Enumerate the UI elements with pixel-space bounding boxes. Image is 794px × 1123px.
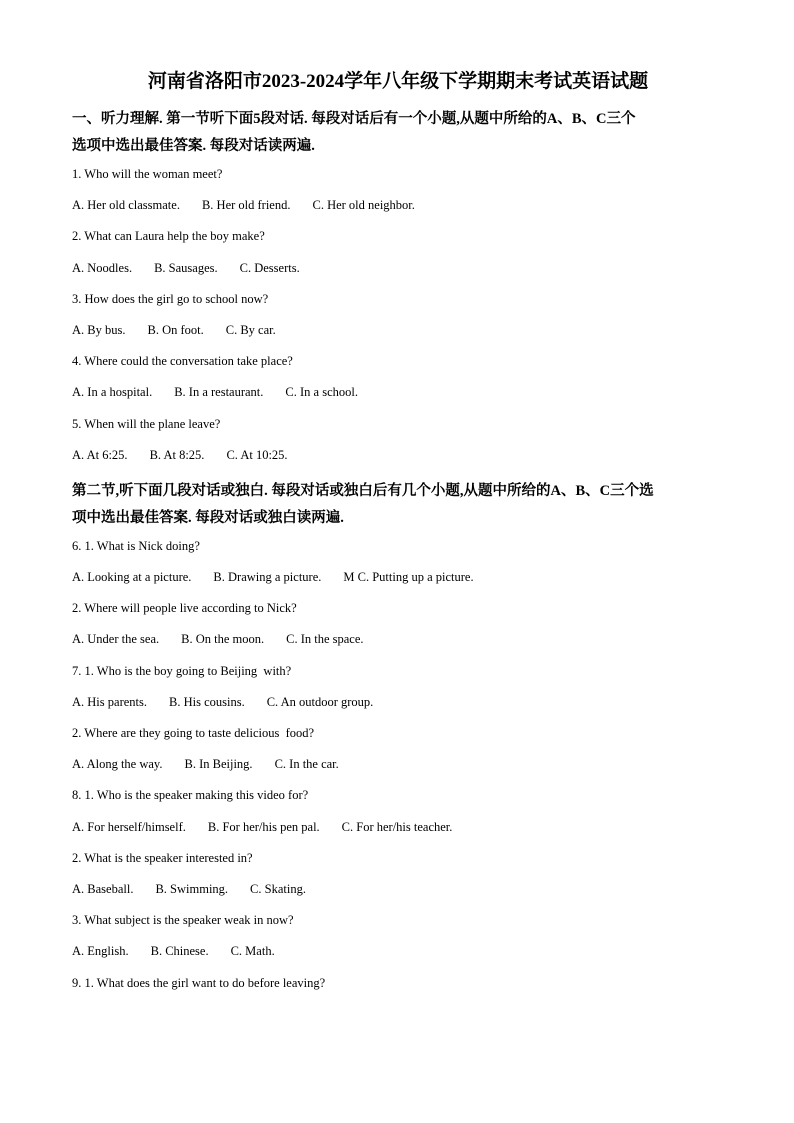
question-8-1: 8. 1. Who is the speaker making this video for? [72, 788, 309, 803]
options-3 [72, 322, 724, 338]
question-3: 3. How does the girl go to school now? [72, 291, 269, 306]
option-b: B. On foot. [147, 322, 204, 337]
option-a: A. Noodles. [72, 260, 133, 275]
exam-title: 河南省洛阳市2023-2024学年八年级下学期期末考试英语试题 [147, 71, 649, 92]
options-7-1 [72, 694, 724, 710]
options-7-2 [72, 756, 724, 772]
option-c: C. In a school. [285, 385, 358, 400]
option-b: B. Her old friend. [201, 198, 291, 213]
options-8-2 [72, 881, 724, 897]
options-8-3 [72, 943, 724, 959]
option-b: B. Sausages. [154, 260, 218, 275]
option-b: B. Drawing a picture. [213, 570, 322, 585]
option-c: C. An outdoor group. [266, 694, 374, 709]
option-c: C. Math. [230, 944, 275, 959]
option-b: B. In a restaurant. [174, 385, 264, 400]
section1-instructions-line2: 选项中选出最佳答案. 每段对话读两遍. [72, 138, 315, 154]
option-a: A. His parents. [72, 694, 147, 709]
section1-instructions-line1: 一、听力理解. 第一节听下面5段对话. 每段对话后有一个小题,从题中所给的A、B、C三个 [72, 111, 636, 127]
option-a: A. By bus. [72, 322, 126, 337]
question-5: 5. When will the plane leave? [72, 416, 221, 431]
option-b: B. Swimming. [155, 881, 229, 896]
option-c: C. By car. [225, 322, 276, 337]
option-c: C. Desserts. [239, 260, 300, 275]
option-a: A. English. [72, 944, 129, 959]
options-2 [72, 260, 724, 276]
option-c: C. For her/his teacher. [341, 819, 453, 834]
question-1: 1. Who will the woman meet? [72, 167, 223, 181]
options-8-1 [72, 819, 724, 835]
option-a: A. Looking at a picture. [72, 570, 192, 585]
options-1 [72, 197, 724, 213]
option-b: B. For her/his pen pal. [207, 819, 320, 834]
option-c: M C. Putting up a picture. [343, 570, 474, 585]
options-4 [72, 384, 724, 400]
question-4: 4. Where could the conversation take place? [72, 354, 293, 369]
options-6-1 [72, 569, 724, 585]
option-a: A. Her old classmate. [72, 198, 180, 213]
option-b: B. In Beijing. [184, 757, 253, 772]
option-b: B. On the moon. [181, 632, 265, 647]
option-c: C. In the car. [274, 757, 339, 772]
option-c: C. Skating. [250, 881, 306, 896]
section2-instructions-line1: 第二节,听下面几段对话或独白. 每段对话或独白后有几个小题,从题中所给的A、B、C三个选 [72, 482, 654, 499]
question-8-3: 3. What subject is the speaker weak in now? [72, 913, 294, 928]
option-c: C. In the space. [286, 632, 364, 647]
option-c: C. Her old neighbor. [312, 198, 415, 213]
option-a: A. At 6:25. [72, 447, 128, 462]
option-b: B. Chinese. [150, 944, 209, 959]
options-5 [72, 447, 724, 463]
question-7-1: 7. 1. Who is the boy going to Beijing with? [72, 663, 292, 678]
question-6-2: 2. Where will people live according to Nick? [72, 601, 297, 616]
question-7-2: 2. Where are they going to taste delicious food? [72, 726, 315, 740]
section2-instructions-line2: 项中选出最佳答案. 每段对话或独白读两遍. [72, 509, 344, 526]
option-a: A. Under the sea. [72, 632, 160, 647]
option-b: B. His cousins. [169, 694, 245, 709]
question-8-2: 2. What is the speaker interested in? [72, 850, 253, 865]
question-9-1: 9. 1. What does the girl want to do before leaving? [72, 975, 326, 990]
exam-page [72, 70, 724, 1006]
option-a: A. Baseball. [72, 881, 134, 896]
question-2: 2. What can Laura help the boy make? [72, 229, 265, 244]
question-6-1: 6. 1. What is Nick doing? [72, 538, 200, 553]
option-a: A. For herself/himself. [72, 819, 186, 834]
options-6-2 [72, 631, 724, 647]
option-c: C. At 10:25. [226, 447, 288, 462]
option-b: B. At 8:25. [149, 447, 205, 462]
option-a: A. In a hospital. [72, 385, 153, 400]
option-a: A. Along the way. [72, 757, 163, 772]
